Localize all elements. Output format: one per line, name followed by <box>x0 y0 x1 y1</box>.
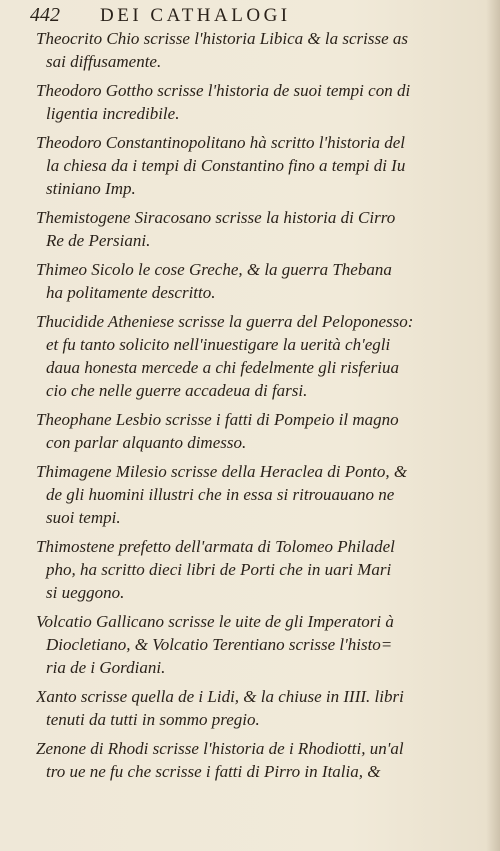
entry-continuation-line: ria de i Gordiani. <box>46 658 166 677</box>
entry-continuation-line: sai diffusamente. <box>46 52 162 71</box>
entry-continuation-line: ligentia incredibile. <box>46 104 180 123</box>
catalog-entry <box>36 610 468 679</box>
entry-continuation-line: con parlar alquanto dimesso. <box>46 433 247 452</box>
entry-continuation-line: pho, ha scritto dieci libri de Porti che in uari Mari <box>46 560 392 579</box>
entry-first-line: Thimagene Milesio scrisse della Heraclea di Ponto, & <box>36 462 408 481</box>
entry-continuation-line: cio che nelle guerre accadeua di farsi. <box>46 381 308 400</box>
entry-first-line: Xanto scrisse quella de i Lidi, & la chiuse in IIII. libri <box>36 687 404 706</box>
page-number: 442 <box>30 4 60 26</box>
page-edge-shadow <box>486 0 500 851</box>
entry-continuation-line: stiniano Imp. <box>46 179 136 198</box>
catalog-entry <box>36 131 468 200</box>
entry-continuation-line: tenuti da tutti in sommo pregio. <box>46 710 260 729</box>
catalog-entry <box>36 535 468 604</box>
catalog-entry <box>36 408 468 454</box>
entry-first-line: Zenone di Rhodi scrisse l'historia de i Rhodiotti, un'al <box>36 739 404 758</box>
catalog-entry <box>36 460 468 529</box>
running-head: DEI CATHALOGI <box>100 5 291 26</box>
entry-continuation-line: si ueggono. <box>46 583 125 602</box>
catalog-entry <box>36 79 468 125</box>
entry-continuation-line: tro ue ne fu che scrisse i fatti di Pirro in Italia, & <box>46 762 381 781</box>
entry-first-line: Theocrito Chio scrisse l'historia Libica & la scrisse as <box>36 29 408 48</box>
entry-first-line: Thucidide Atheniese scrisse la guerra del Peloponesso: <box>36 312 414 331</box>
entry-first-line: Theodoro Constantinopolitano hà scritto l'historia del <box>36 133 406 152</box>
entry-first-line: Thimostene prefetto dell'armata di Tolomeo Philadel <box>36 537 395 556</box>
entry-first-line: Themistogene Siracosano scrisse la historia di Cirro <box>36 208 396 227</box>
entry-first-line: Theophane Lesbio scrisse i fatti di Pompeio il magno <box>36 410 399 429</box>
catalog-entry <box>36 685 468 731</box>
entry-continuation-line: et fu tanto solicito nell'inuestigare la uerità ch'egli <box>46 335 391 354</box>
entry-continuation-line: Re de Persiani. <box>46 231 151 250</box>
catalog-entry <box>36 27 468 73</box>
entry-continuation-line: suoi tempi. <box>46 508 121 527</box>
catalog-entry <box>36 206 468 252</box>
catalog-entry <box>36 258 468 304</box>
entry-first-line: Thimeo Sicolo le cose Greche, & la guerra Thebana <box>36 260 392 279</box>
entry-continuation-line: la chiesa da i tempi di Constantino fino a tempi di Iu <box>46 156 406 175</box>
catalog-entry <box>36 310 468 402</box>
entry-continuation-line: daua honesta mercede a chi fedelmente gli risferiua <box>46 358 399 377</box>
catalog-entry <box>36 737 468 783</box>
text-body <box>36 27 468 789</box>
entry-continuation-line: de gli huomini illustri che in essa si ritrouauano ne <box>46 485 395 504</box>
entry-first-line: Volcatio Gallicano scrisse le uite de gli Imperatori à <box>36 612 394 631</box>
entry-first-line: Theodoro Gottho scrisse l'historia de suoi tempi con di <box>36 81 411 100</box>
entry-continuation-line: Diocletiano, & Volcatio Terentiano scrisse l'histo= <box>46 635 393 654</box>
entry-continuation-line: ha politamente descritto. <box>46 283 216 302</box>
